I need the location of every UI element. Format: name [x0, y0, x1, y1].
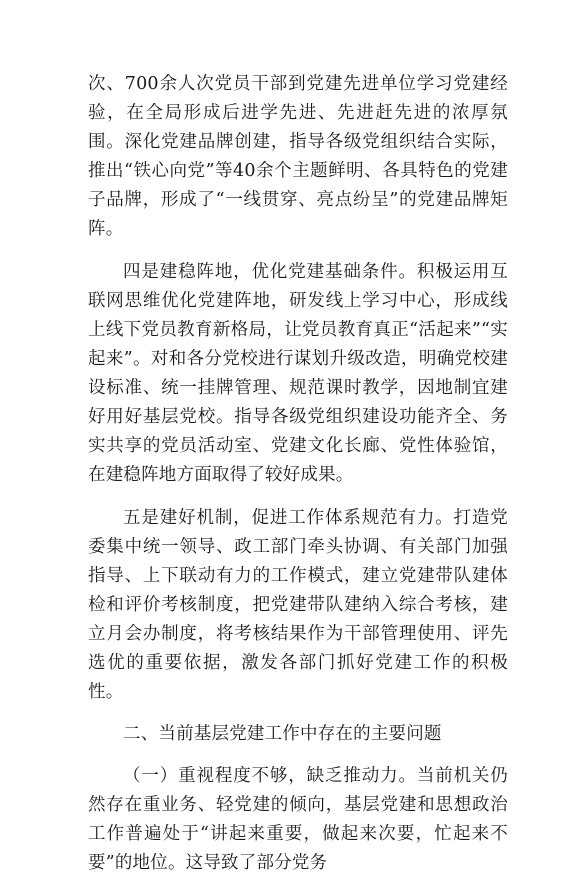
paragraph-point-five: 五是建好机制，促进工作体系规范有力。打造党委集中统一领导、政工部门牵头协调、有关部门加强指导、上下联动有力的工作模式，建立党建带队建体检和评价考核制度，把党建带队建纳入综合考核，建立月会办制度，将考核结果作为干部管理使用、评先选优的重要依据，激发各部门抓好党建工作的积极性。: [88, 508, 508, 702]
paragraph-problem-one: （一）重视程度不够，缺乏推动力。当前机关仍然存在重业务、轻党建的倾向，基层党建和思想政治工作普遍处于“讲起来重要，做起来次要，忙起来不要”的地位。这导致了部分党务: [88, 766, 508, 873]
paragraph-point-four: 四是建稳阵地，优化党建基础条件。积极运用互联网思维优化党建阵地，研发线上学习中心，形成线上线下党员教育新格局，让党员教育真正“活起来”“实起来”。对和各分党校进行谋划升级改造，明确党校建设标准、统一挂牌管理、规范课时教学，因地制宜建好用好基层党校。指导各级党组织建设功能齐全、务实共享的党员活动室、党建文化长廊、党性体验馆，在建稳阵地方面取得了较好成果。: [88, 262, 508, 485]
document-body: [88, 70, 508, 878]
section-heading-problems: 二、当前基层党建工作中存在的主要问题: [123, 724, 442, 744]
paragraph-continuation: 次、700余人次党员干部到党建先进单位学习党建经验，在全局形成后进学先进、先进赶先进的浓厚氛围。深化党建品牌创建，指导各级党组织结合实际，推出“铁心向党”等40余个主题鲜明、各具特色的党建子品牌，形成了“一线贯穿、亮点纷呈”的党建品牌矩阵。: [88, 74, 508, 239]
